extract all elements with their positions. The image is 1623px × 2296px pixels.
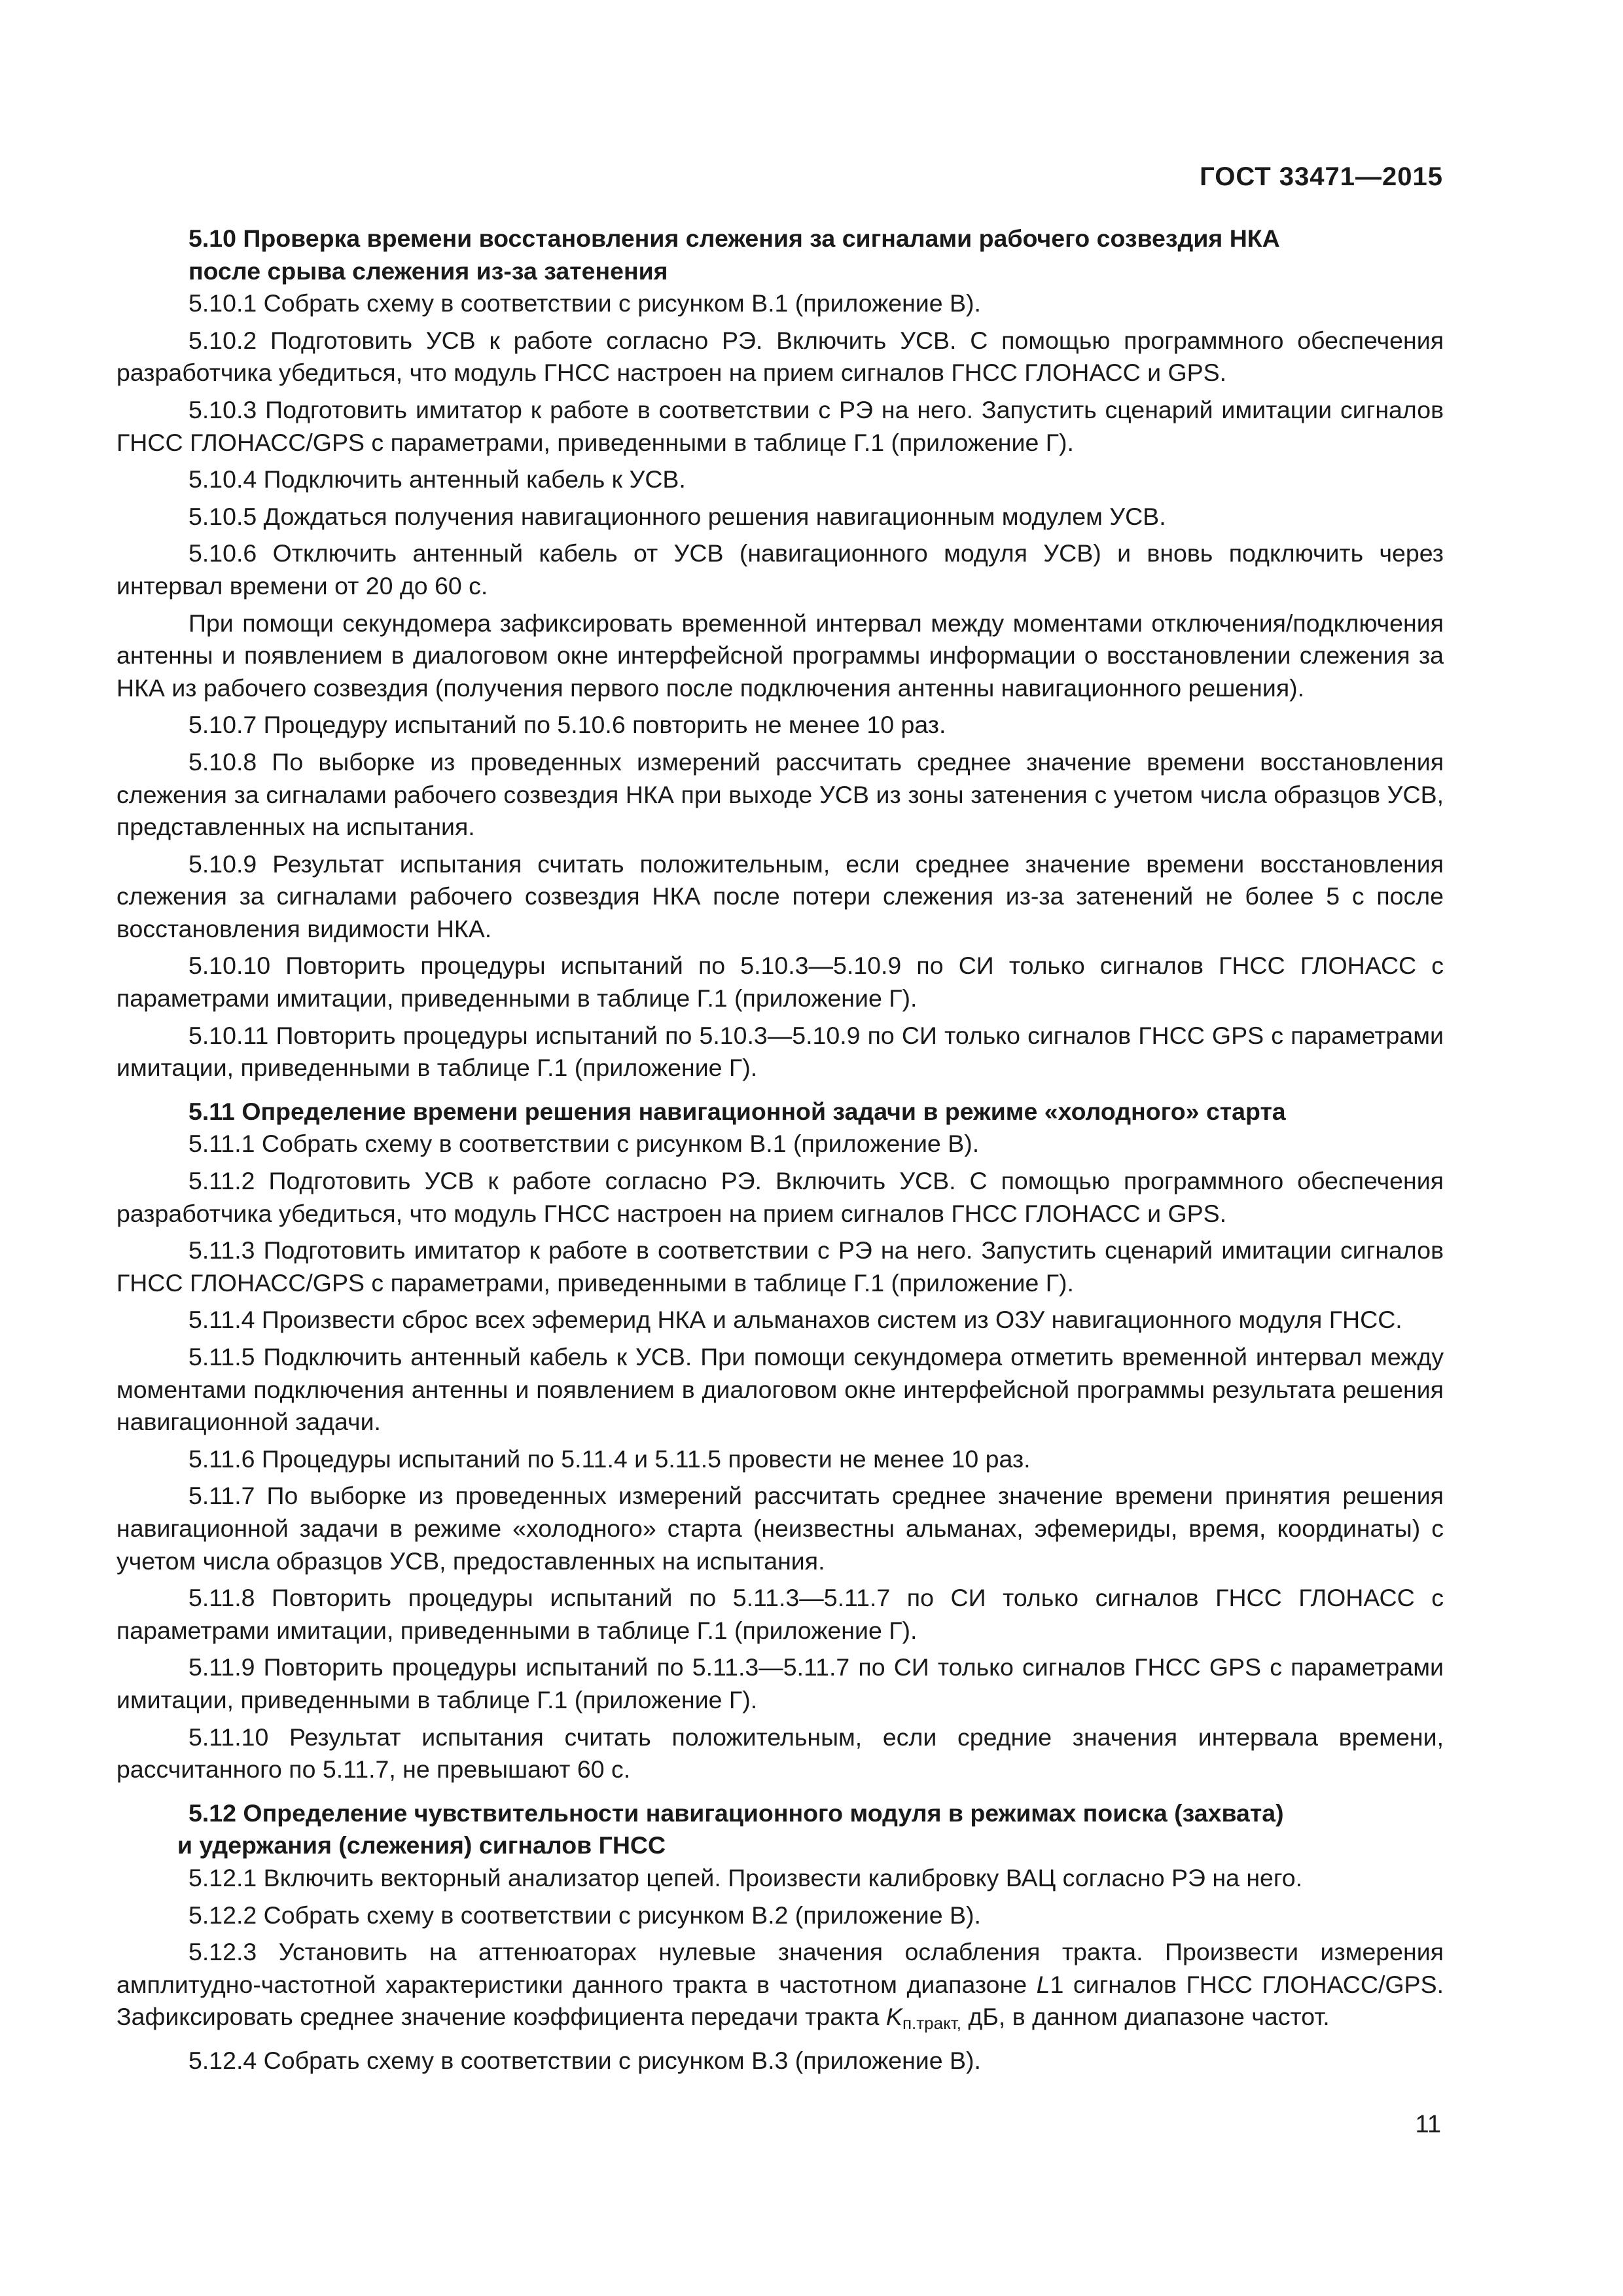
paragraph-5-10-10: 5.10.10 Повторить процедуры испытаний по 5.10.3—5.10.9 по СИ только сигналов ГНСС ГЛОНАСС с параметрами имитации, приведенными в таблице Г.1 (приложение Г).: [116, 952, 1444, 1013]
paragraph-5-10-1: 5.10.1 Собрать схему в соответствии с рисунком В.1 (приложение В).: [188, 289, 981, 317]
page-number: 11: [1415, 2111, 1441, 2138]
paragraph-5-12-3: [116, 1936, 1444, 2040]
paragraph-5-11-8: 5.11.8 Повторить процедуры испытаний по 5.11.3—5.11.7 по СИ только сигналов ГНСС ГЛОНАСС с параметрами имитации, приведенными в таблице Г.1 (приложение Г).: [116, 1584, 1444, 1644]
paragraph-5-10-11: 5.10.11 Повторить процедуры испытаний по 5.10.3—5.10.9 по СИ только сигналов ГНСС GPS с параметрами имитации, приведенными в таблице Г.1 (приложение Г).: [116, 1021, 1444, 1082]
paragraph-5-10-6: 5.10.6 Отключить антенный кабель от УСВ (навигационного модуля УСВ) и вновь подключить через интервал времени от 20 до 60 с.: [116, 539, 1444, 600]
section-heading-line: 5.10 Проверка времени восстановления слежения за сигналами рабочего созвездия НКА: [188, 224, 1280, 252]
section-heading-5-10: [116, 223, 1444, 287]
paragraph-5-11-3: 5.11.3 Подготовить имитатор к работе в соответствии с РЭ на него. Запустить сценарий имитации сигналов ГНСС ГЛОНАСС/GPS с параметрами, приведенными в таблице Г.1 (приложение Г).: [116, 1236, 1444, 1297]
symbol-subscript: п.тракт,: [902, 2013, 961, 2034]
paragraph-5-10-3: 5.10.3 Подготовить имитатор к работе в соответствии с РЭ на него. Запустить сценарий имитации сигналов ГНСС ГЛОНАСС/GPS с параметрами, приведенными в таблице Г.1 (приложение Г).: [116, 395, 1444, 456]
section-heading-line: и удержания (слежения) сигналов ГНСС: [177, 1831, 666, 1859]
symbol-L: L: [1036, 1970, 1050, 1998]
document-header: ГОСТ 33471—2015: [1200, 162, 1443, 191]
paragraph-5-10-9: 5.10.9 Результат испытания считать положительным, если среднее значение времени восстановления слежения за сигналами рабочего созвездия НКА после потери слежения из-за затенений не более 5 с после восстановления видимости НКА.: [116, 850, 1444, 942]
paragraph-5-12-4: 5.12.4 Собрать схему в соответствии с рисунком В.3 (приложение В).: [188, 2046, 981, 2074]
paragraph-5-10-7: 5.10.7 Процедуру испытаний по 5.10.6 повторить не менее 10 раз.: [188, 711, 946, 739]
paragraph-5-10-6-note: При помощи секундомера зафиксировать временной интервал между моментами отключения/подключения антенны и появлением в диалоговом окне интерфейсной программы информации о восстановлении слежения за НКА из рабочего созвездия (получения первого после подключения антенны навигационного решения).: [116, 609, 1444, 702]
paragraph-5-11-2: 5.11.2 Подготовить УСВ к работе согласно РЭ. Включить УСВ. С помощью программного обеспечения разработчика убедиться, что модуль ГНСС настроен на прием сигналов ГНСС ГЛОНАСС и GPS.: [116, 1167, 1444, 1227]
paragraph-5-10-5: 5.10.5 Дождаться получения навигационного решения навигационным модулем УСВ.: [188, 502, 1166, 530]
section-heading-line: после срыва слежения из-за затенения: [188, 257, 668, 285]
paragraph-5-10-4: 5.10.4 Подключить антенный кабель к УСВ.: [188, 465, 686, 493]
paragraph-text: 5.12.3 Установить на аттенюаторах нулевые значения ослабления тракта. Произвести измерения амплитудно-частотной характеристики данного тракта в частотном диапазоне: [116, 1938, 1444, 1998]
paragraph-5-11-5: 5.11.5 Подключить антенный кабель к УСВ. При помощи секундомера отметить временной интервал между моментами подключения антенны и появлением в диалоговом окне интерфейсной программы результата решения навигационной задачи.: [116, 1343, 1444, 1436]
section-heading-line: 5.12 Определение чувствительности навигационного модуля в режимах поиска (захвата): [188, 1799, 1284, 1827]
paragraph-5-11-10: 5.11.10 Результат испытания считать положительным, если средние значения интервала времени, рассчитанного по 5.11.7, не превышают 60 с.: [116, 1723, 1444, 1784]
paragraph-5-11-6: 5.11.6 Процедуры испытаний по 5.11.4 и 5.11.5 провести не менее 10 раз.: [188, 1444, 1031, 1473]
symbol-K: K: [885, 2003, 902, 2031]
document-body: [116, 223, 1444, 2081]
paragraph-5-11-7: 5.11.7 По выборке из проведенных измерений рассчитать среднее значение времени принятия решения навигационной задачи в режиме «холодного» старта (неизвестны альманах, эфемериды, время, координаты) с учетом числа образцов УСВ, предоставленных на испытания.: [116, 1482, 1444, 1575]
paragraph-5-10-8: 5.10.8 По выборке из проведенных измерений рассчитать среднее значение времени восстановления слежения за сигналами рабочего созвездия НКА при выходе УСВ из зоны затенения с учетом числа образцов УСВ, представленных на испытания.: [116, 747, 1444, 841]
paragraph-5-10-2: 5.10.2 Подготовить УСВ к работе согласно РЭ. Включить УСВ. С помощью программного обеспечения разработчика убедиться, что модуль ГНСС настроен на прием сигналов ГНСС ГЛОНАСС и GPS.: [116, 326, 1444, 387]
paragraph-5-11-4: 5.11.4 Произвести сброс всех эфемерид НКА и альманахов систем из ОЗУ навигационного модуля ГНСС.: [188, 1306, 1402, 1334]
paragraph-5-12-2: 5.12.2 Собрать схему в соответствии с рисунком В.2 (приложение В).: [188, 1901, 981, 1929]
paragraph-5-11-1: 5.11.1 Собрать схему в соответствии с рисунком В.1 (приложение В).: [188, 1130, 980, 1158]
section-heading-5-11: 5.11 Определение времени решения навигационной задачи в режиме «холодного» старта: [188, 1097, 1286, 1125]
paragraph-5-12-1: 5.12.1 Включить векторный анализатор цепей. Произвести калибровку ВАЦ согласно РЭ на него.: [188, 1863, 1303, 1892]
paragraph-text: 1 сигналов ГНСС ГЛОНАСС/GPS. Зафиксировать среднее значение коэффициента передачи тракта: [116, 1970, 1444, 2031]
paragraph-text: дБ, в данном диапазоне частот.: [961, 2003, 1330, 2031]
paragraph-5-11-9: 5.11.9 Повторить процедуры испытаний по 5.11.3—5.11.7 по СИ только сигналов ГНСС GPS с параметрами имитации, приведенными в таблице Г.1 (приложение Г).: [116, 1653, 1444, 1713]
section-heading-5-12: [116, 1797, 1444, 1862]
